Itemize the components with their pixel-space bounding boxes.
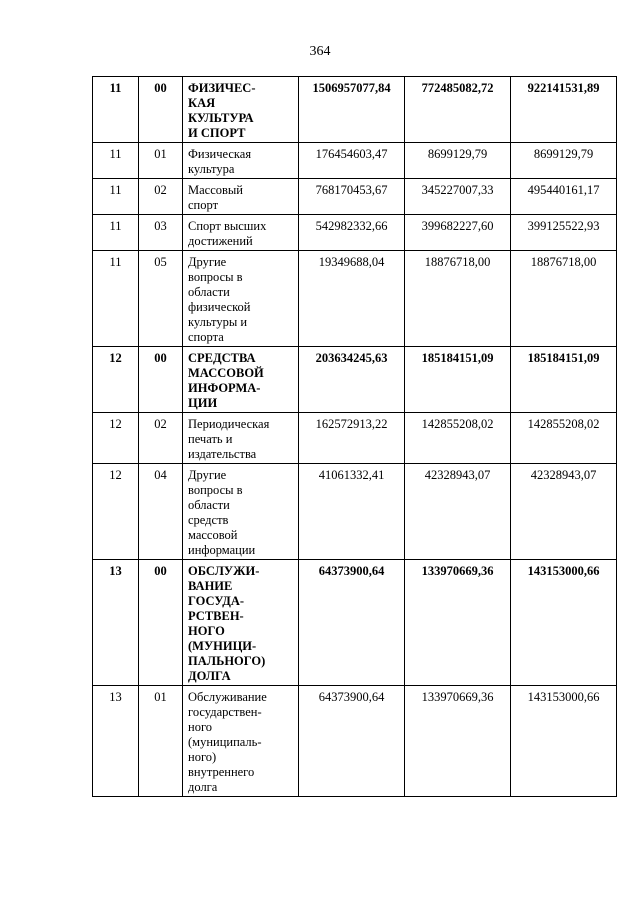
item-name-line: печать и	[188, 432, 233, 446]
item-name-line: области	[188, 285, 230, 299]
amount-2-cell: 8699129,79	[405, 143, 511, 179]
item-name-line: культура	[188, 162, 235, 176]
item-name-line: спорта	[188, 330, 224, 344]
item-name-cell	[183, 560, 299, 686]
item-name-line: НОГО	[188, 624, 225, 638]
item-name-cell	[183, 464, 299, 560]
item-name-line: вопросы в	[188, 483, 243, 497]
page-number: 364	[309, 44, 331, 59]
item-name-line: ДОЛГА	[188, 669, 231, 683]
section-code-cell: 11	[93, 215, 139, 251]
table-row	[93, 143, 617, 179]
subsection-code-cell: 00	[139, 347, 183, 413]
item-name-cell	[183, 179, 299, 215]
section-code-cell: 11	[93, 143, 139, 179]
item-name-line: Обслуживание	[188, 690, 267, 704]
amount-3-cell: 495440161,17	[511, 179, 617, 215]
subsection-code-cell: 01	[139, 686, 183, 797]
item-name-line: (МУНИЦИ-	[188, 639, 257, 653]
item-name-line: ВАНИЕ	[188, 579, 233, 593]
amount-2-cell: 42328943,07	[405, 464, 511, 560]
budget-table	[92, 76, 617, 797]
subsection-code-cell: 00	[139, 77, 183, 143]
item-name-line: ного	[188, 720, 213, 734]
section-code-cell: 12	[93, 413, 139, 464]
subsection-code-cell: 05	[139, 251, 183, 347]
item-name-cell	[183, 347, 299, 413]
subsection-code-cell: 01	[139, 143, 183, 179]
item-name-line: спорт	[188, 198, 219, 212]
section-code-cell: 13	[93, 560, 139, 686]
item-name-line: ОБСЛУЖИ-	[188, 564, 260, 578]
table-section-row	[93, 77, 617, 143]
item-name-cell	[183, 686, 299, 797]
item-name-line: КАЯ	[188, 96, 216, 110]
amount-1-cell: 41061332,41	[299, 464, 405, 560]
amount-1-cell: 203634245,63	[299, 347, 405, 413]
section-code-cell: 11	[93, 77, 139, 143]
item-name-line: ПАЛЬНОГО)	[188, 654, 266, 668]
item-name-line: И СПОРТ	[188, 126, 246, 140]
amount-2-cell: 399682227,60	[405, 215, 511, 251]
table-row	[93, 251, 617, 347]
item-name-line: Другие	[188, 468, 227, 482]
amount-1-cell: 542982332,66	[299, 215, 405, 251]
table-section-row	[93, 560, 617, 686]
item-name-cell	[183, 413, 299, 464]
budget-table-body	[93, 77, 617, 797]
item-name-line: (муниципаль-	[188, 735, 262, 749]
amount-2-cell: 345227007,33	[405, 179, 511, 215]
table-row	[93, 215, 617, 251]
item-name-line: Спорт высших	[188, 219, 267, 233]
item-name-line: государствен-	[188, 705, 262, 719]
item-name-line: долга	[188, 780, 218, 794]
amount-2-cell: 142855208,02	[405, 413, 511, 464]
item-name-line: ЦИИ	[188, 396, 218, 410]
item-name-line: ГОСУДА-	[188, 594, 245, 608]
amount-3-cell: 8699129,79	[511, 143, 617, 179]
item-name-line: вопросы в	[188, 270, 243, 284]
table-row	[93, 464, 617, 560]
item-name-line: Другие	[188, 255, 227, 269]
item-name-line: достижений	[188, 234, 253, 248]
item-name-line: Физическая	[188, 147, 252, 161]
item-name-line: ФИЗИЧЕС-	[188, 81, 256, 95]
amount-2-cell: 133970669,36	[405, 560, 511, 686]
item-name-line: внутреннего	[188, 765, 255, 779]
item-name-line: массовой	[188, 528, 238, 542]
item-name-line: культуры и	[188, 315, 248, 329]
item-name-cell	[183, 251, 299, 347]
amount-2-cell: 18876718,00	[405, 251, 511, 347]
item-name-line: КУЛЬТУРА	[188, 111, 254, 125]
amount-2-cell: 133970669,36	[405, 686, 511, 797]
amount-3-cell: 399125522,93	[511, 215, 617, 251]
amount-1-cell: 176454603,47	[299, 143, 405, 179]
subsection-code-cell: 00	[139, 560, 183, 686]
amount-3-cell: 922141531,89	[511, 77, 617, 143]
item-name-cell	[183, 77, 299, 143]
item-name-line: издательства	[188, 447, 257, 461]
amount-3-cell: 185184151,09	[511, 347, 617, 413]
subsection-code-cell: 02	[139, 179, 183, 215]
amount-3-cell: 143153000,66	[511, 686, 617, 797]
table-row	[93, 179, 617, 215]
table-section-row	[93, 347, 617, 413]
item-name-line: МАССОВОЙ	[188, 366, 264, 380]
amount-1-cell: 64373900,64	[299, 686, 405, 797]
item-name-line: физической	[188, 300, 251, 314]
section-code-cell: 12	[93, 347, 139, 413]
amount-1-cell: 64373900,64	[299, 560, 405, 686]
subsection-code-cell: 04	[139, 464, 183, 560]
amount-3-cell: 143153000,66	[511, 560, 617, 686]
amount-3-cell: 18876718,00	[511, 251, 617, 347]
amount-1-cell: 768170453,67	[299, 179, 405, 215]
amount-1-cell: 1506957077,84	[299, 77, 405, 143]
section-code-cell: 11	[93, 179, 139, 215]
amount-1-cell: 19349688,04	[299, 251, 405, 347]
item-name-line: Периодическая	[188, 417, 270, 431]
item-name-line: области	[188, 498, 230, 512]
amount-1-cell: 162572913,22	[299, 413, 405, 464]
item-name-cell	[183, 143, 299, 179]
amount-3-cell: 142855208,02	[511, 413, 617, 464]
subsection-code-cell: 02	[139, 413, 183, 464]
table-row	[93, 413, 617, 464]
item-name-line: ного)	[188, 750, 217, 764]
section-code-cell: 11	[93, 251, 139, 347]
item-name-line: ИНФОРМА-	[188, 381, 261, 395]
item-name-line: информации	[188, 543, 256, 557]
item-name-line: СРЕДСТВА	[188, 351, 256, 365]
subsection-code-cell: 03	[139, 215, 183, 251]
amount-2-cell: 772485082,72	[405, 77, 511, 143]
amount-3-cell: 42328943,07	[511, 464, 617, 560]
section-code-cell: 13	[93, 686, 139, 797]
table-row	[93, 686, 617, 797]
item-name-line: средств	[188, 513, 229, 527]
item-name-cell	[183, 215, 299, 251]
amount-2-cell: 185184151,09	[405, 347, 511, 413]
item-name-line: РСТВЕН-	[188, 609, 244, 623]
section-code-cell: 12	[93, 464, 139, 560]
item-name-line: Массовый	[188, 183, 243, 197]
